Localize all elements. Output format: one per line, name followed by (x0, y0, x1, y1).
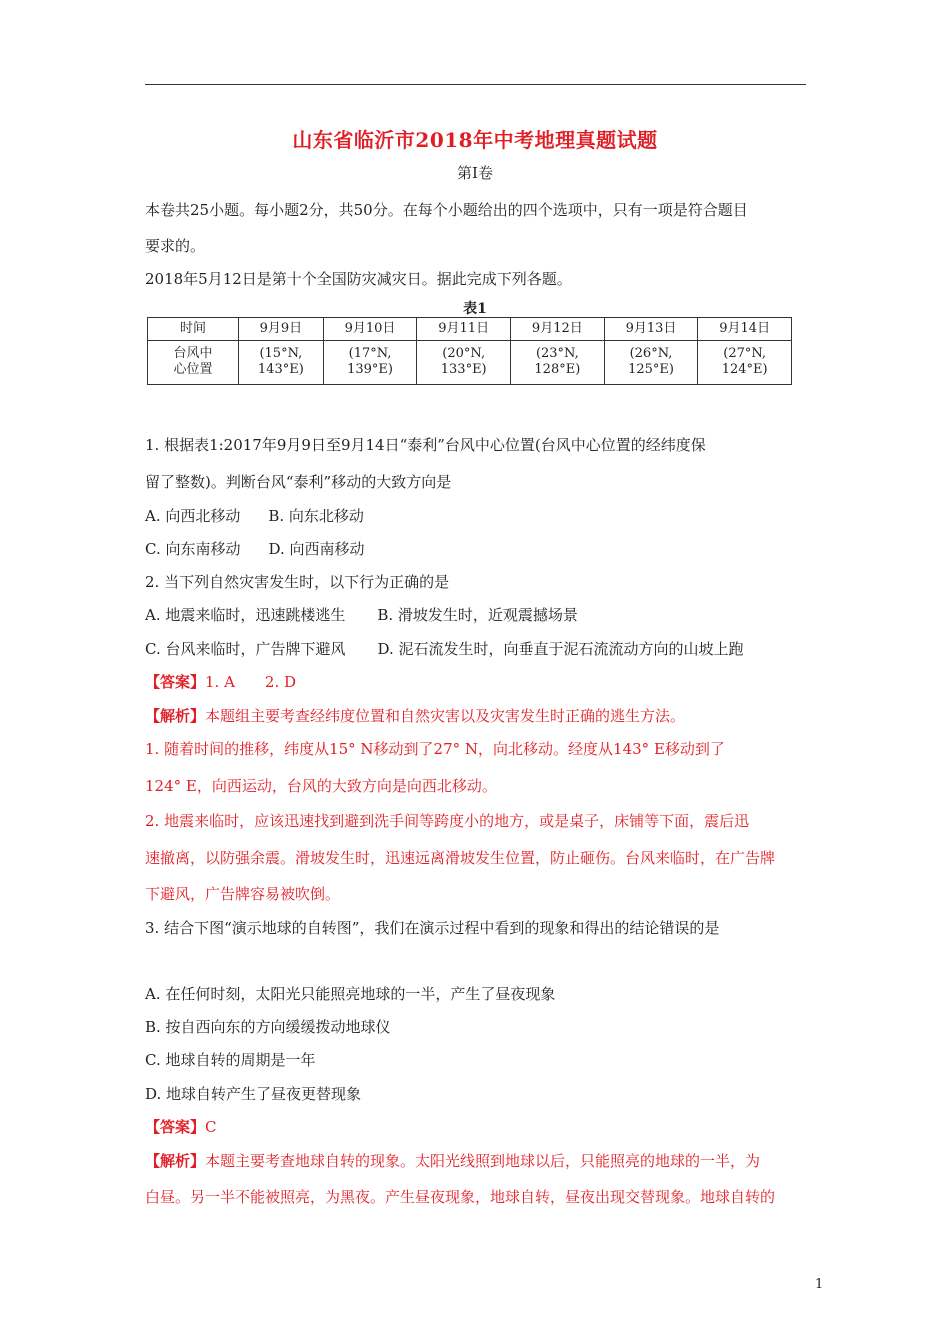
q3-option-a[interactable]: A. 在任何时刻，太阳光只能照亮地球的一半，产生了昼夜现象 (145, 985, 556, 1003)
analysis-1-line-2: 124° E，向西运动，台风的大致方向是向西北移动。 (145, 777, 497, 795)
analysis-1-2 (145, 705, 685, 726)
analysis-1-line-1: 1. 随着时间的推移，纬度从15° N移动到了27° N，向北移动。经度从143° E移动到了 (145, 740, 725, 758)
table-cell-position: (17°N, 139°E) (323, 340, 417, 384)
analysis-label: 【解析】 (145, 1152, 206, 1170)
q3-option-d[interactable]: D. 地球自转产生了昼夜更替现象 (145, 1085, 362, 1103)
q3-option-c[interactable]: C. 地球自转的周期是一年 (145, 1051, 316, 1069)
table-cell-position: (27°N, 124°E) (698, 340, 792, 384)
q2-option-a[interactable]: A. 地震来临时，迅速跳楼逃生 (145, 606, 346, 624)
page-number: 1 (815, 1277, 824, 1292)
analysis-2-line-2: 速撤离，以防强余震。滑坡发生时，迅速远离滑坡发生位置，防止砸伤。台风来临时，在广告牌 (145, 849, 776, 867)
q1-stem-line-1: 1. 根据表1:2017年9月9日至9月14日“泰利”台风中心位置(台风中心位置的经纬度保 (145, 436, 706, 454)
q2-options-row-1 (145, 604, 578, 625)
answer-text: C (205, 1118, 217, 1136)
answer-text: 1. A 2. D (205, 673, 297, 691)
table-caption: 表1 (463, 301, 487, 317)
q1-option-d[interactable]: D. 向西南移动 (268, 540, 365, 558)
table-cell-date: 9月10日 (323, 318, 417, 341)
table-row (148, 340, 792, 384)
table-cell-date: 9月14日 (698, 318, 792, 341)
q2-options-row-2 (145, 638, 744, 659)
answer-1-2 (145, 671, 296, 692)
q1-option-b[interactable]: B. 向东北移动 (268, 507, 364, 525)
table-cell-date: 9月12日 (511, 318, 605, 341)
analysis-text: 本题主要考查地球自转的现象。太阳光线照到地球以后，只能照亮的地球的一半，为 (205, 1152, 761, 1170)
answer-label: 【答案】 (145, 673, 206, 691)
table-cell-position: (20°N, 133°E) (417, 340, 511, 384)
q1-options-row-1 (145, 505, 364, 526)
q2-stem: 2. 当下列自然灾害发生时，以下行为正确的是 (145, 573, 450, 591)
q1-option-a[interactable]: A. 向西北移动 (145, 507, 241, 525)
analysis-3-line-2: 白昼。另一半不能被照亮，为黑夜。产生昼夜现象，地球自转，昼夜出现交替现象。地球自转的 (145, 1188, 776, 1206)
analysis-2-line-1: 2. 地震来临时，应该迅速找到避到洗手间等跨度小的地方，或是桌子，床铺等下面，震后迅 (145, 812, 750, 830)
intro-line-1: 本卷共25小题。每小题2分，共50分。在每个小题给出的四个选项中，只有一项是符合题目 (145, 201, 748, 219)
table-cell-position: (23°N, 128°E) (511, 340, 605, 384)
table-cell-date: 9月13日 (604, 318, 698, 341)
table-header-time: 时间 (148, 318, 239, 341)
q2-option-d[interactable]: D. 泥石流发生时，向垂直于泥石流流动方向的山坡上跑 (377, 640, 744, 658)
page-title: 山东省临沂市2018年中考地理真题试题 (292, 128, 658, 152)
q3-stem: 3. 结合下图“演示地球的自转图”，我们在演示过程中看到的现象和得出的结论错误的是 (145, 919, 720, 937)
q3-option-b[interactable]: B. 按自西向东的方向缓缓拨动地球仪 (145, 1018, 391, 1036)
typhoon-table (147, 317, 792, 385)
table-cell-date: 9月11日 (417, 318, 511, 341)
answer-label: 【答案】 (145, 1118, 206, 1136)
context-text: 2018年5月12日是第十个全国防灾减灾日。据此完成下列各题。 (145, 270, 572, 288)
table-cell-position: (26°N, 125°E) (604, 340, 698, 384)
header-rule (145, 84, 806, 85)
table-header-position: 台风中 心位置 (148, 340, 239, 384)
q1-stem-line-2: 留了整数)。判断台风“泰利”移动的大致方向是 (145, 473, 452, 491)
analysis-label: 【解析】 (145, 707, 206, 725)
analysis-text: 本题组主要考查经纬度位置和自然灾害以及灾害发生时正确的逃生方法。 (205, 707, 686, 725)
q1-options-row-2 (145, 538, 365, 559)
section-heading: 第Ⅰ卷 (457, 164, 493, 182)
table-cell-date: 9月9日 (239, 318, 324, 341)
table-cell-position: (15°N, 143°E) (239, 340, 324, 384)
analysis-2-line-3: 下避风，广告牌容易被吹倒。 (145, 885, 341, 903)
answer-3 (145, 1116, 217, 1137)
q1-option-c[interactable]: C. 向东南移动 (145, 540, 241, 558)
table-row (148, 318, 792, 341)
intro-line-2: 要求的。 (145, 237, 206, 255)
q2-option-b[interactable]: B. 滑坡发生时，近观震撼场景 (377, 606, 578, 624)
q2-option-c[interactable]: C. 台风来临时，广告牌下避风 (145, 640, 346, 658)
analysis-3-line-1 (145, 1150, 760, 1171)
